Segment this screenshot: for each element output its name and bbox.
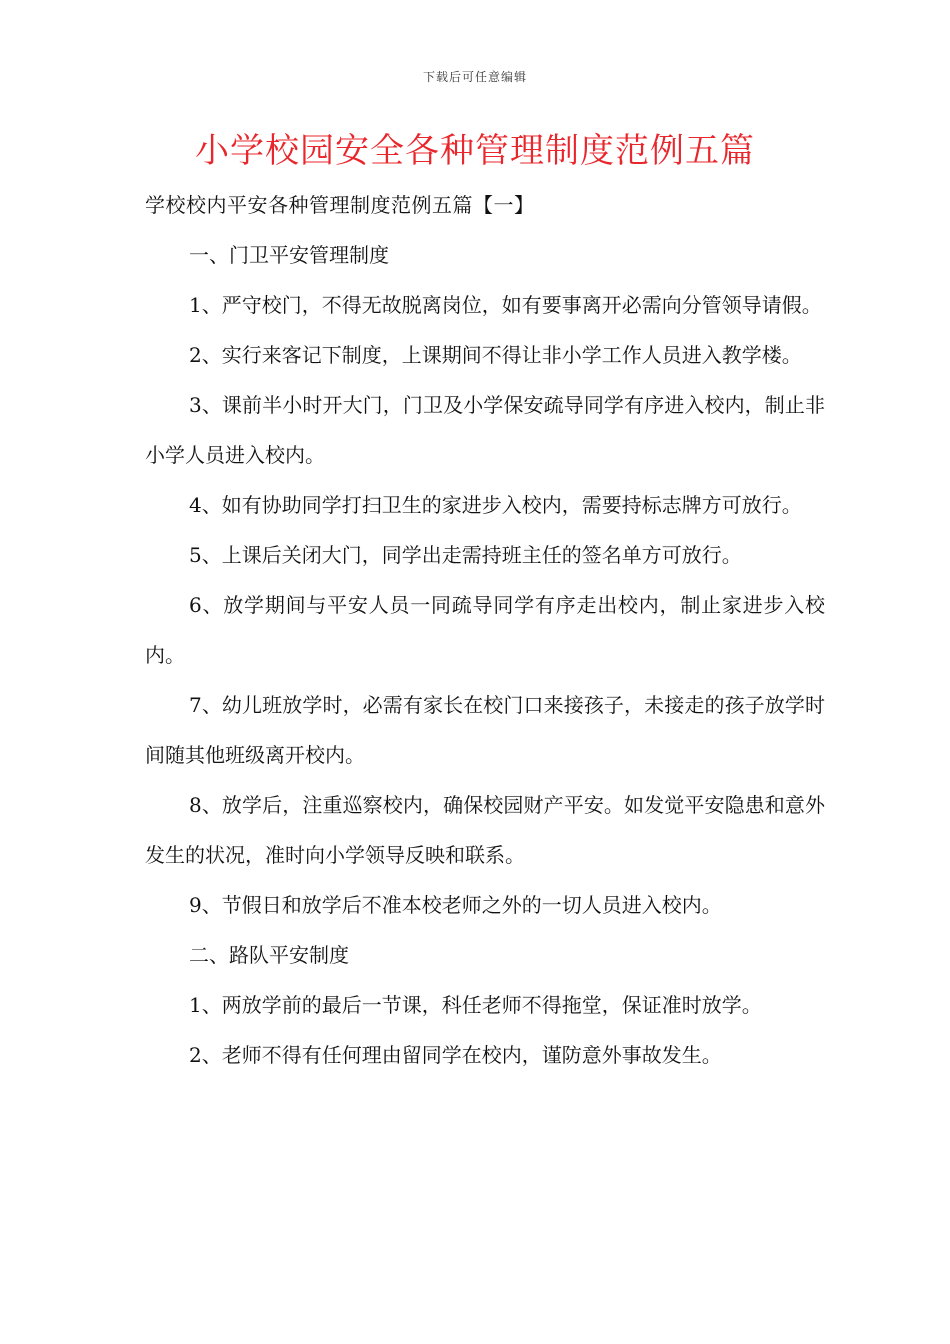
paragraph: 1、两放学前的最后一节课，科任老师不得拖堂，保证准时放学。	[189, 993, 762, 1017]
header-note: 下载后可任意编辑	[422, 70, 527, 84]
paragraph: 1、严守校门，不得无故脱离岗位，如有要事离开必需向分管领导请假。	[189, 293, 822, 317]
paragraph: 9、节假日和放学后不准本校老师之外的一切人员进入校内。	[189, 893, 722, 917]
section-subtitle: 学校校内平安各种管理制度范例五篇【一】	[145, 193, 535, 217]
paragraph: 7、幼儿班放学时，必需有家长在校门口来接孩子，未接走的孩子放学时间随其他班级离开校内。	[145, 693, 825, 767]
section-heading: 一、门卫平安管理制度	[189, 243, 389, 267]
paragraph: 5、上课后关闭大门，同学出走需持班主任的签名单方可放行。	[189, 543, 742, 567]
paragraph: 3、课前半小时开大门，门卫及小学保安疏导同学有序进入校内，制止非小学人员进入校内。	[145, 393, 825, 467]
section-heading: 二、路队平安制度	[189, 943, 349, 967]
paragraph: 6、放学期间与平安人员一同疏导同学有序走出校内，制止家进步入校内。	[145, 593, 825, 667]
paragraph: 2、老师不得有任何理由留同学在校内，谨防意外事故发生。	[189, 1043, 722, 1067]
document-title: 小学校园安全各种管理制度范例五篇	[195, 131, 755, 171]
paragraph: 8、放学后，注重巡察校内，确保校园财产平安。如发觉平安隐患和意外发生的状况，准时向小学领导反映和联系。	[145, 793, 825, 867]
paragraph: 2、实行来客记下制度，上课期间不得让非小学工作人员进入教学楼。	[189, 343, 802, 367]
paragraph: 4、如有协助同学打扫卫生的家进步入校内，需要持标志牌方可放行。	[189, 493, 802, 517]
document-body	[145, 180, 825, 1080]
